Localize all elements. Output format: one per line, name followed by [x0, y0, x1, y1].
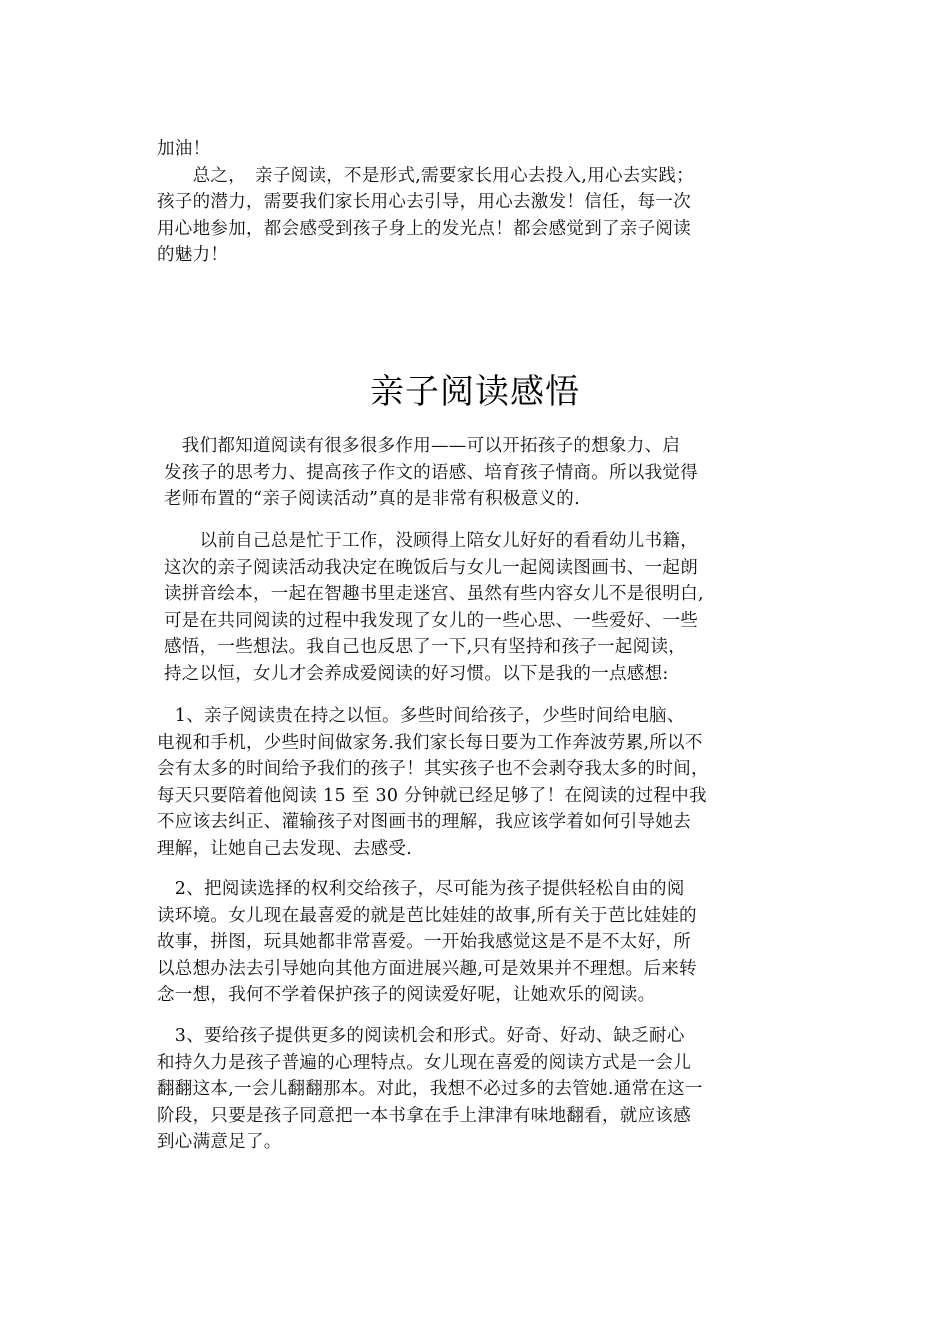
- text-line: 老师布置的“亲子阅读活动”真的是非常有积极意义的.: [164, 489, 580, 509]
- text-line: 可是在共同阅读的过程中我发现了女儿的一些心思、一些爱好、一些: [164, 610, 698, 631]
- text-line: 的魅力！: [157, 245, 229, 265]
- text-line: 以总想办法去引导她向其他方面进展兴趣,可是效果并不理想。后来转: [157, 958, 697, 979]
- text-line: 以前自己总是忙于工作，没顾得上陪女儿好好的看看幼儿书籍，: [164, 531, 698, 551]
- document-title: 亲子阅读感悟: [370, 372, 580, 412]
- text-line: 我们都知道阅读有很多很多作用——可以开拓孩子的想象力、启: [164, 436, 681, 456]
- text-line: 读拼音绘本，一起在智趣书里走迷宫、虽然有些内容女儿不是很明白,: [164, 584, 704, 604]
- text-line: 持之以恒，女儿才会养成爱阅读的好习惯。以下是我的一点感想:: [164, 663, 669, 684]
- text-line: 念一想，我何不学着保护孩子的阅读爱好呢，让她欢乐的阅读。: [157, 985, 656, 1005]
- text-line: 感悟，一些想法。我自己也反思了一下,只有坚持和孩子一起阅读，: [164, 637, 687, 657]
- text-line: 电视和手机，少些时间做家务.我们家长每日要为工作奔波劳累,所以不: [157, 732, 703, 753]
- text-line: 3、要给孩子提供更多的阅读机会和形式。好奇、好动、缺乏耐心: [157, 1026, 685, 1046]
- paragraph-3: [157, 703, 709, 862]
- intro-paragraph: [157, 136, 694, 269]
- paragraph-5: [157, 1023, 703, 1156]
- text-line: 到心满意足了。: [157, 1132, 282, 1152]
- text-line: 阶段，只要是孩子同意把一本书拿在手上津津有味地翻看，就应该感: [157, 1105, 691, 1126]
- text-line: 2、把阅读选择的权利交给孩子，尽可能为孩子提供轻松自由的阅: [157, 879, 685, 899]
- text-line: 和持久力是孩子普遍的心理特点。女儿现在喜爱的阅读方式是一会儿: [157, 1052, 691, 1073]
- text-line: 读环境。女儿现在最喜爱的就是芭比娃娃的故事,所有关于芭比娃娃的: [157, 905, 697, 926]
- text-line: 1、亲子阅读贵在持之以恒。多些时间给孩子，少些时间给电脑、: [157, 706, 685, 726]
- text-line: 用心地参加，都会感受到孩子身上的发光点！都会感觉到了亲子阅读: [157, 218, 691, 239]
- text-line: 这次的亲子阅读活动我决定在晚饭后与女儿一起阅读图画书、一起朗: [164, 557, 698, 578]
- text-line: 故事，拼图，玩具她都非常喜爱。一开始我感觉这是不是不太好，所: [157, 932, 691, 952]
- paragraph-1: [164, 433, 698, 513]
- text-line: 理解，让她自己去发现、去感受.: [157, 838, 413, 859]
- paragraph-2: [164, 528, 704, 687]
- text-line: 加油！: [157, 139, 211, 159]
- text-line: 总之， 亲子阅读，不是形式,需要家长用心去投入,用心去实践；: [157, 165, 694, 186]
- text-line: 每天只要陪着他阅读 15 至 30 分钟就已经足够了！在阅读的过程中我: [157, 785, 707, 806]
- text-line: 会有太多的时间给予我们的孩子！其实孩子也不会剥夺我太多的时间，: [157, 759, 709, 779]
- paragraph-4: [157, 876, 697, 1009]
- text-line: 翻翻这本,一会儿翻翻那本。对此，我想不必过多的去管她.通常在这一: [157, 1079, 703, 1099]
- text-line: 发孩子的思考力、提高孩子作文的语感、培育孩子情商。所以我觉得: [164, 462, 698, 483]
- text-line: 不应该去纠正、灌输孩子对图画书的理解，我应该学着如何引导她去: [157, 812, 691, 832]
- text-line: 孩子的潜力，需要我们家长用心去引导，用心去激发！信任，每一次: [157, 192, 691, 212]
